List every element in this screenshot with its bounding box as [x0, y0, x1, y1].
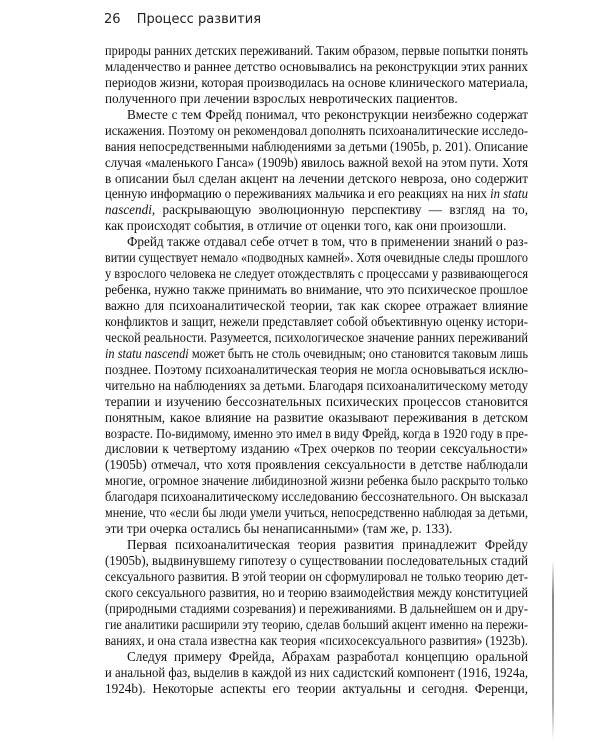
text-line	[105, 505, 528, 521]
text-line	[105, 234, 528, 250]
text-segment: искажения. Поэтому он рекомендовал дополнять психоаналитические исследо-	[105, 122, 528, 138]
text-segment: ценную информацию о переживаниях мальчика и его реакциях на них	[105, 186, 491, 202]
text-line	[105, 601, 528, 617]
text-line	[105, 330, 528, 346]
text-line	[105, 378, 528, 394]
paragraph	[105, 107, 528, 235]
text-line	[105, 282, 528, 298]
scan-page-edge	[552, 560, 554, 740]
text-line	[105, 617, 528, 633]
text-line	[105, 171, 528, 187]
text-line	[105, 346, 528, 362]
text-segment: благодаря психоаналитическому исследованию бессознательного. Он высказал	[105, 489, 528, 505]
text-line	[105, 585, 528, 601]
text-segment: может быть не столь очевидным; оно становится таковым лишь	[188, 345, 528, 361]
text-segment: полученного при лечении взрослых невротических пациентов.	[105, 90, 458, 106]
text-segment: гие аналитики расширили эту теорию, сделав больший акцент именно на пережи-	[105, 616, 528, 632]
text-line	[105, 218, 528, 234]
text-segment: (1905b), выдвинувшему гипотезу о существовании последовательных стадий	[105, 553, 528, 568]
text-segment: важно для психоаналитической теории, так как скорее отражает влияние	[105, 298, 528, 313]
text-line	[105, 59, 528, 75]
page-number: 26	[104, 12, 121, 27]
paragraph	[105, 537, 528, 649]
text-line	[105, 665, 528, 681]
italic-text: in statu	[490, 186, 528, 202]
text-segment: эти три очерка остались бы ненаписанными» (там же, p. 133).	[105, 521, 453, 537]
text-line	[105, 394, 528, 410]
text-segment: раскрывающую эволюционную перспективу — взгляд на то,	[155, 202, 528, 218]
text-segment: вания непосредственными наблюдениями за детьми (1905b, p. 201). Описание	[105, 138, 528, 154]
text-line	[105, 139, 528, 155]
text-segment: витии существует немало «подводных камней». Хотя очевидные следы прошлого	[105, 250, 528, 266]
text-segment: природы ранних детских переживаний. Таким образом, первые попытки понять	[105, 43, 528, 58]
text-segment: в описании был сделан акцент на лечении детского невроза, оно содержит	[105, 170, 528, 186]
text-line	[105, 457, 528, 473]
text-line	[105, 362, 528, 378]
text-line	[105, 489, 528, 505]
text-segment: как происходят события, в отличие от оценки того, как они произошли.	[105, 218, 507, 234]
text-segment: ребенка, нужно также принимать во внимание, что это психическое прошлое	[105, 282, 528, 298]
text-segment: младенчество и раннее детство основывались на реконструкции этих ранних	[105, 58, 528, 74]
text-segment: и анальной фаз, выделив в каждой из них садистский компонент (1916, 1924a,	[105, 664, 528, 680]
paragraph	[105, 43, 528, 107]
text-segment: чительно на наблюдениях за детьми. Благодаря психоаналитическому методу	[105, 377, 528, 393]
text-segment: возрасте. По-видимому, именно это имел в виду Фрейд, когда в 1920 году в пре-	[105, 425, 528, 441]
text-segment: 1924b). Некоторые аспекты его теории актуальны и сегодня. Ференци,	[105, 680, 528, 696]
text-segment: дисловии к четвертому изданию «Трех очерков по теории сексуальности»	[105, 441, 528, 457]
text-line	[105, 521, 528, 537]
text-line	[105, 202, 528, 218]
text-line	[105, 681, 528, 697]
text-segment: Первая психоаналитическая теория развития принадлежит Фрейду	[127, 537, 528, 553]
text-segment: у взрослого человека не следует отождествлять с процессами у развивающегося	[105, 266, 528, 282]
paragraph	[105, 234, 528, 537]
text-segment: понятным, какое влияние на развитие оказывают переживания в детском	[105, 409, 528, 425]
text-segment: терапии и изучению бессознательных психических процессов становится	[105, 393, 528, 409]
text-segment: многие, огромное значение либидинозной жизни ребенка было раскрыто только	[105, 473, 528, 489]
text-segment: ваниях, и она стала известна как теория «психосексуального развития» (1923b).	[105, 632, 528, 648]
text-line	[105, 91, 528, 107]
text-line	[105, 75, 528, 91]
text-line	[105, 441, 528, 457]
text-line	[105, 314, 528, 330]
text-line	[105, 649, 528, 665]
text-line	[105, 155, 528, 171]
text-line	[105, 553, 528, 569]
text-segment: (1905b) отмечал, что хотя проявления сексуальности в детстве наблюдали	[105, 457, 528, 473]
text-segment: мнение, что «если бы люди умели учиться, непосредственно наблюдая за детьми,	[105, 505, 528, 521]
page-body-text	[105, 43, 528, 696]
text-line	[105, 426, 528, 442]
text-segment: Вместе с тем Фрейд понимал, что реконструкции неизбежно содержат	[127, 106, 528, 122]
text-line	[105, 410, 528, 426]
text-line	[105, 250, 528, 266]
text-segment: позднее. Поэтому психоаналитическая теория не могла основываться исклю-	[105, 361, 528, 377]
text-line	[105, 43, 528, 59]
italic-text: in statu nascendi	[105, 345, 189, 361]
text-line	[105, 298, 528, 314]
text-segment: периодов жизни, которая производилась на основе клинического материала,	[105, 74, 528, 90]
text-segment: Следуя примеру Фрейда, Абрахам разработал концепцию оральной	[127, 648, 528, 664]
italic-text: nascendi,	[105, 202, 156, 218]
text-segment: ского сексуального развития, но и теорию взаимодействия между конституцией	[105, 584, 528, 600]
text-segment: конфликтов и защит, нежели представляет собой объективную оценку истори-	[105, 313, 528, 329]
text-line	[105, 569, 528, 585]
text-segment: случая «маленького Ганса» (1909b) явилось важной вехой на этом пути. Хотя	[105, 154, 528, 170]
text-line	[105, 633, 528, 649]
text-line	[105, 107, 528, 123]
text-segment: (природными стадиями созревания) и переживаниями. В дальнейшем он и дру-	[105, 600, 528, 616]
text-line	[105, 473, 528, 489]
running-header	[104, 12, 261, 27]
text-segment: сексуального развития. В этой теории он сформулировал не только теорию дет-	[105, 568, 528, 584]
text-line	[105, 266, 528, 282]
running-title: Процесс развития	[136, 12, 262, 27]
paragraph	[105, 649, 528, 697]
text-line	[105, 537, 528, 553]
text-segment: ческой реальности. Разумеется, психологическое значение ранних переживаний	[105, 329, 528, 345]
text-segment: Фрейд также отдавал себе отчет в том, что в применении знаний о раз-	[127, 234, 528, 250]
text-line	[105, 186, 528, 202]
text-line	[105, 123, 528, 139]
